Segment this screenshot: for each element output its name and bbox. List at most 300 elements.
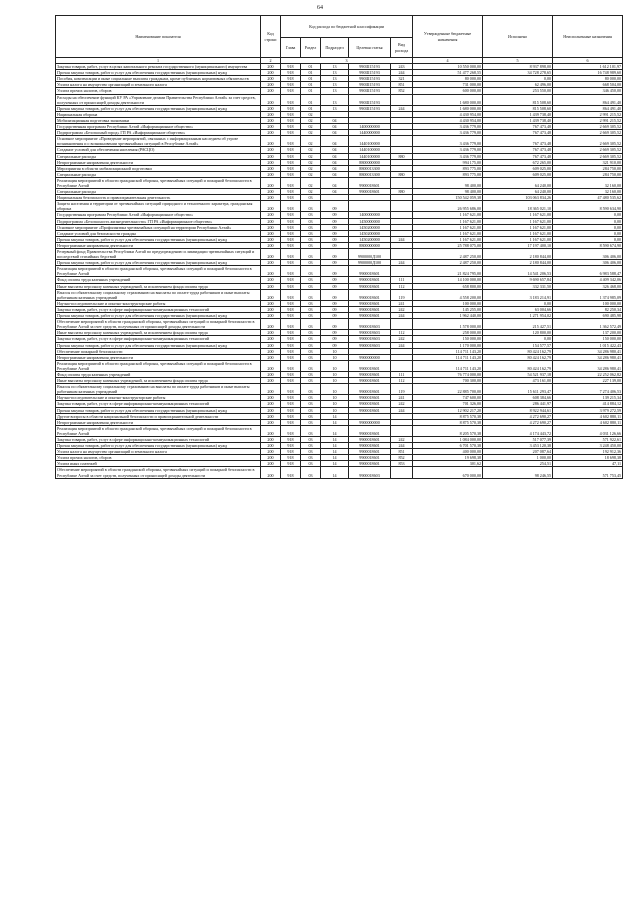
cell-unexecuted: 864 491,40	[553, 105, 623, 111]
cell-section: 03	[301, 348, 321, 354]
cell-subsection: 10	[321, 348, 349, 354]
cell-approved: 301,62	[413, 461, 483, 467]
cell-unexecuted: 321 910,00	[553, 159, 623, 165]
cell-executed: 767 473,48	[483, 130, 553, 136]
cell-chapter: 918	[281, 449, 301, 455]
cell-name: Научно-исследовательские и опытно-конструкторские работы	[56, 395, 261, 401]
cell-line-code: 200	[261, 111, 281, 117]
cell-unexecuted: 4 409 342,06	[553, 277, 623, 283]
cell-target-article: 9900018601	[349, 306, 391, 312]
cell-chapter: 918	[281, 136, 301, 147]
cell-unexecuted: 6 983 588,47	[553, 266, 623, 277]
cell-chapter: 918	[281, 242, 301, 248]
cell-target-article: 9900018601	[349, 401, 391, 407]
cell-expense-type: 851	[391, 449, 413, 455]
cell-name: Подпрограмма «Безопасность жизнедеятельности» ГП РА «Информационное общество»	[56, 218, 261, 224]
cell-line-code: 200	[261, 407, 281, 413]
cell-approved: 98 400,00	[413, 177, 483, 188]
cell-executed: 767 473,48	[483, 124, 553, 130]
cell-subsection: 10	[321, 354, 349, 360]
cell-subsection: 09	[321, 266, 349, 277]
table-row	[56, 319, 623, 330]
cell-target-article: 9900018601	[349, 384, 391, 395]
cell-chapter: 918	[281, 76, 301, 82]
cell-target-article: 9900018601	[349, 371, 391, 377]
cell-section: 01	[301, 88, 321, 94]
cell-expense-type	[391, 467, 413, 478]
cell-approved: 2 487 250,00	[413, 260, 483, 266]
cell-line-code: 200	[261, 218, 281, 224]
cell-section: 03	[301, 455, 321, 461]
cell-line-code: 200	[261, 419, 281, 425]
cell-subsection: 13	[321, 70, 349, 76]
cell-line-code: 200	[261, 413, 281, 419]
cell-unexecuted: 306 406,00	[553, 260, 623, 266]
cell-expense-type	[391, 425, 413, 436]
table-row	[56, 289, 623, 300]
cell-name: Иные выплаты персоналу казенных учреждений, за исключением фонда оплаты труда	[56, 378, 261, 384]
cell-subsection: 04	[321, 153, 349, 159]
cell-section: 03	[301, 224, 321, 230]
cell-chapter: 918	[281, 111, 301, 117]
cell-line-code: 200	[261, 236, 281, 242]
cell-chapter: 918	[281, 117, 301, 123]
cell-name: Закупка товаров, работ, услуг в целях капитального ремонта государственного (муниципального) имущества	[56, 64, 261, 70]
cell-approved: 100 000,00	[413, 300, 483, 306]
cell-subsection: 10	[321, 384, 349, 395]
cell-section: 03	[301, 467, 321, 478]
cell-subsection: 09	[321, 277, 349, 283]
cell-unexecuted: 150 000,00	[553, 336, 623, 342]
cell-approved: 1 167 621,00	[413, 236, 483, 242]
cell-subsection: 13	[321, 88, 349, 94]
cell-subsection: 09	[321, 201, 349, 212]
cell-unexecuted: 284 750,00	[553, 165, 623, 171]
cell-unexecuted: 47,11	[553, 461, 623, 467]
cell-name: Пособия, компенсации и иные социальные выплаты гражданам, кроме публичных нормативных обязательств	[56, 76, 261, 82]
cell-chapter: 918	[281, 201, 301, 212]
cell-subsection: 10	[321, 401, 349, 407]
header-name: Наименование показателя	[56, 16, 261, 58]
cell-name: Создание условий для безопасности граждан	[56, 230, 261, 236]
cell-unexecuted: 571 753,45	[553, 467, 623, 478]
cell-name: Закупка товаров, работ, услуг в сфере информационно-коммуникационных технологий	[56, 336, 261, 342]
cell-chapter: 918	[281, 283, 301, 289]
cell-section: 01	[301, 76, 321, 82]
cell-subsection: 10	[321, 371, 349, 377]
cell-executed: 473 161,00	[483, 378, 553, 384]
cell-name: Непрограммные направления деятельности	[56, 354, 261, 360]
cell-chapter: 918	[281, 153, 301, 159]
cell-executed: 609 025,00	[483, 171, 553, 177]
cell-approved: 1 084 000,00	[413, 437, 483, 443]
cell-section: 02	[301, 189, 321, 195]
cell-executed: 80 424 162,79	[483, 360, 553, 371]
cell-section: 03	[301, 437, 321, 443]
table-row	[56, 201, 623, 212]
cell-target-article: 9900018601	[349, 277, 391, 283]
cell-line-code: 200	[261, 467, 281, 478]
cell-unexecuted: 2 991 215,52	[553, 111, 623, 117]
cell-target-article: 1440000000	[349, 130, 391, 136]
cell-target-article: 9900018601	[349, 313, 391, 319]
cell-line-code: 200	[261, 449, 281, 455]
cell-name: Прочая закупка товаров, работ и услуг для обеспечения государственных (муниципальных) нужд	[56, 443, 261, 449]
cell-unexecuted: 306 406,00	[553, 249, 623, 260]
cell-executed: 207 087,64	[483, 449, 553, 455]
cell-expense-type: 880	[391, 189, 413, 195]
cell-unexecuted: 137 200,00	[553, 330, 623, 336]
cell-executed: 120 800,00	[483, 330, 553, 336]
cell-chapter: 918	[281, 437, 301, 443]
cell-expense-type: 111	[391, 371, 413, 377]
cell-section: 03	[301, 461, 321, 467]
cell-unexecuted: 2 669 305,52	[553, 130, 623, 136]
cell-executed: 286 441,97	[483, 401, 553, 407]
cell-unexecuted: 1 374 985,09	[553, 289, 623, 300]
cell-unexecuted: 0,00	[553, 212, 623, 218]
cell-executed: 17 197 400,10	[483, 242, 553, 248]
cell-chapter: 918	[281, 230, 301, 236]
cell-unexecuted: 18 698,38	[553, 455, 623, 461]
cell-name: Закупка товаров, работ, услуг в сфере информационно-коммуникационных технологий	[56, 437, 261, 443]
cell-expense-type	[391, 201, 413, 212]
cell-target-article: 9900018601	[349, 443, 391, 449]
cell-chapter: 918	[281, 443, 301, 449]
cell-target-article: 1450200000	[349, 236, 391, 242]
cell-approved: 1 680 000,00	[413, 94, 483, 105]
cell-chapter: 918	[281, 300, 301, 306]
cell-executed: 63 004,66	[483, 306, 553, 312]
cell-unexecuted: 2 669 305,52	[553, 136, 623, 147]
cell-target-article: 8800013300	[349, 165, 391, 171]
cell-target-article: 9900018601	[349, 425, 391, 436]
table-row	[56, 177, 623, 188]
cell-expense-type: 244	[391, 407, 413, 413]
cell-unexecuted: 1 015 422,43	[553, 342, 623, 348]
cell-line-code: 200	[261, 306, 281, 312]
cell-unexecuted: 864 491,40	[553, 94, 623, 105]
cell-line-code: 200	[261, 76, 281, 82]
cell-target-article: 9900018601	[349, 360, 391, 371]
cell-section: 03	[301, 336, 321, 342]
cell-subsection: 09	[321, 306, 349, 312]
cell-approved: 21 824 795,00	[413, 266, 483, 277]
cell-line-code: 200	[261, 371, 281, 377]
cell-chapter: 918	[281, 189, 301, 195]
cell-line-code: 200	[261, 105, 281, 111]
cell-approved: 1 170 000,00	[413, 342, 483, 348]
cell-section: 03	[301, 360, 321, 371]
cell-target-article: 9900018601	[349, 395, 391, 401]
cell-target-article: 8800000000	[349, 159, 391, 165]
cell-approved: 4 430 954,00	[413, 117, 483, 123]
cell-expense-type	[391, 249, 413, 260]
cell-section: 03	[301, 277, 321, 283]
cell-line-code: 200	[261, 395, 281, 401]
cell-section: 03	[301, 242, 321, 248]
cell-executed: 1 439 738,40	[483, 117, 553, 123]
cell-approved: 1 167 621,00	[413, 212, 483, 218]
cell-expense-type: 244	[391, 105, 413, 111]
cell-line-code: 200	[261, 159, 281, 165]
cell-approved: 1 167 621,00	[413, 224, 483, 230]
cell-name: Научно-исследовательские и опытно-конструкторские работы	[56, 300, 261, 306]
cell-expense-type	[391, 360, 413, 371]
cell-expense-type	[391, 136, 413, 147]
table-row	[56, 94, 623, 105]
cell-unexecuted: 0,00	[553, 218, 623, 224]
cell-name: Обеспечение пожарной безопасности	[56, 348, 261, 354]
cell-approved: 8 205 570,38	[413, 425, 483, 436]
cell-line-code: 200	[261, 165, 281, 171]
cell-expense-type	[391, 266, 413, 277]
cell-executed: 815 508,60	[483, 94, 553, 105]
cell-name: Непрограммные направления деятельности	[56, 419, 261, 425]
cell-section: 03	[301, 236, 321, 242]
cell-approved: 1 167 621,00	[413, 230, 483, 236]
cell-unexecuted: 346 450,00	[553, 88, 623, 94]
cell-approved: 114 711 143,20	[413, 360, 483, 371]
cell-unexecuted: 2 991 215,52	[553, 117, 623, 123]
cell-chapter: 918	[281, 218, 301, 224]
cell-subsection: 13	[321, 64, 349, 70]
cell-subsection: 13	[321, 82, 349, 88]
cell-subsection: 14	[321, 449, 349, 455]
cell-section: 01	[301, 105, 321, 111]
cell-name: Прочая закупка товаров, работ и услуг для обеспечения государственных (муниципальных) нужд	[56, 105, 261, 111]
cell-unexecuted: 192 912,36	[553, 449, 623, 455]
cell-approved: 2 487 250,00	[413, 249, 483, 260]
cell-expense-type: 242	[391, 336, 413, 342]
cell-line-code: 200	[261, 153, 281, 159]
cell-chapter: 918	[281, 236, 301, 242]
cell-approved: 3 436 779,00	[413, 136, 483, 147]
cell-approved: 701 326,00	[413, 401, 483, 407]
cell-chapter: 918	[281, 266, 301, 277]
cell-executed: 80 424 162,79	[483, 354, 553, 360]
cell-approved: 400 000,00	[413, 449, 483, 455]
cell-chapter: 918	[281, 64, 301, 70]
cell-section: 02	[301, 177, 321, 188]
cell-line-code: 200	[261, 437, 281, 443]
cell-expense-type: 242	[391, 401, 413, 407]
cell-line-code: 200	[261, 277, 281, 283]
cell-subsection: 09	[321, 283, 349, 289]
cell-subsection: 14	[321, 425, 349, 436]
cell-target-article: 990Ш15193	[349, 70, 391, 76]
cell-name: Государственная программа Республики Алтай «Информационное общество»	[56, 212, 261, 218]
cell-target-article: 9900000000	[349, 354, 391, 360]
cell-line-code: 200	[261, 124, 281, 130]
cell-chapter: 918	[281, 82, 301, 88]
cell-section: 03	[301, 413, 321, 419]
cell-approved: 700 300,00	[413, 378, 483, 384]
cell-section: 03	[301, 195, 321, 201]
cell-executed: 154 577,57	[483, 342, 553, 348]
cell-unexecuted: 8 590 634,90	[553, 201, 623, 212]
header-unexecuted: Неисполненные назначения	[553, 16, 623, 58]
cell-approved: 1 962 440,00	[413, 313, 483, 319]
cell-approved: 80 000,00	[413, 76, 483, 82]
cell-name: Основное мероприятие «Проведение мероприятий, связанных с информационным наследием об угрозе возникновения и о возникновении чрезвычайных ситуаций в Республике Алтай»	[56, 136, 261, 147]
cell-line-code: 200	[261, 319, 281, 330]
cell-section: 03	[301, 384, 321, 395]
cell-name: Иные выплаты персоналу казенных учреждений, за исключением фонда оплаты труда	[56, 330, 261, 336]
cell-approved: 114 711 143,20	[413, 348, 483, 354]
header-expense-type: Вид расхода	[391, 38, 413, 58]
cell-subsection: 04	[321, 130, 349, 136]
cell-target-article: 8800000000	[349, 242, 391, 248]
cell-section: 03	[301, 283, 321, 289]
cell-unexecuted: 0,00	[553, 230, 623, 236]
cell-approved: 893 775,00	[413, 165, 483, 171]
cell-target-article: 1400000000	[349, 212, 391, 218]
cell-section: 03	[301, 218, 321, 224]
cell-line-code: 200	[261, 348, 281, 354]
cell-name: Расходы на обеспечение функций КУ РА «Управление делами Правительства Республики Алтай» за счет средств, полученных от приносящей доходы деятельности	[56, 94, 261, 105]
cell-target-article: 990Ш15193	[349, 105, 391, 111]
cell-subsection: 14	[321, 413, 349, 419]
cell-target-article: 9900018601	[349, 266, 391, 277]
cell-subsection: 10	[321, 395, 349, 401]
cell-approved: 14 100 000,00	[413, 277, 483, 283]
cell-executed: 1 167 621,00	[483, 230, 553, 236]
cell-target-article: 9900018603	[349, 342, 391, 348]
cell-executed: 9 690 657,84	[483, 277, 553, 283]
cell-line-code: 200	[261, 266, 281, 277]
header-subsection: Подраздел	[321, 38, 349, 58]
cell-approved: 731 000,00	[413, 82, 483, 88]
cell-executed: 215 427,51	[483, 319, 553, 330]
cell-name: Государственная программа Республики Алтай «Информационное общество»	[56, 124, 261, 130]
cell-executed: 18 365 021,10	[483, 201, 553, 212]
cell-executed: 1 271 954,02	[483, 313, 553, 319]
cell-executed: 1 167 621,00	[483, 224, 553, 230]
cell-expense-type: 244	[391, 236, 413, 242]
cell-expense-type: 241	[391, 395, 413, 401]
cell-subsection: 09	[321, 289, 349, 300]
cell-chapter: 918	[281, 419, 301, 425]
column-number: 4	[413, 58, 483, 64]
cell-section: 02	[301, 136, 321, 147]
cell-approved: 747 600,00	[413, 395, 483, 401]
cell-expense-type: 853	[391, 461, 413, 467]
cell-subsection: 04	[321, 124, 349, 130]
cell-executed: 4 174 443,72	[483, 425, 553, 436]
cell-subsection: 14	[321, 437, 349, 443]
cell-expense-type: 244	[391, 443, 413, 449]
cell-target-article: 9900018603	[349, 330, 391, 336]
cell-subsection: 09	[321, 342, 349, 348]
cell-executed: 1 167 621,00	[483, 218, 553, 224]
cell-subsection: 09	[321, 313, 349, 319]
cell-subsection: 04	[321, 189, 349, 195]
cell-expense-type: 321	[391, 76, 413, 82]
cell-name: Непрограммные направления деятельности	[56, 242, 261, 248]
cell-unexecuted: 326 468,00	[553, 283, 623, 289]
cell-unexecuted: 47 480 535,62	[553, 195, 623, 201]
cell-chapter: 918	[281, 354, 301, 360]
cell-unexecuted: 4 031 126,66	[553, 425, 623, 436]
cell-unexecuted: 2 669 305,52	[553, 124, 623, 130]
cell-name: Мероприятия в области мобилизационной подготовки	[56, 165, 261, 171]
cell-subsection: 04	[321, 147, 349, 153]
cell-unexecuted: 22 252 062,82	[553, 371, 623, 377]
cell-expense-type: 112	[391, 330, 413, 336]
cell-unexecuted: 0,00	[553, 236, 623, 242]
cell-target-article: 1400000000	[349, 124, 391, 130]
cell-approved: 114 711 143,20	[413, 354, 483, 360]
cell-subsection: 09	[321, 336, 349, 342]
cell-subsection: 09	[321, 218, 349, 224]
cell-executed: 4 272 690,27	[483, 419, 553, 425]
cell-target-article: 9900000Д100	[349, 249, 391, 260]
cell-expense-type: 111	[391, 277, 413, 283]
cell-executed: 98 246,55	[483, 467, 553, 478]
cell-approved: 600 000,00	[413, 88, 483, 94]
cell-chapter: 918	[281, 378, 301, 384]
cell-subsection: 09	[321, 330, 349, 336]
cell-executed: 54 521 937,18	[483, 371, 553, 377]
cell-executed: 767 473,48	[483, 153, 553, 159]
cell-chapter: 918	[281, 260, 301, 266]
cell-expense-type	[391, 177, 413, 188]
cell-target-article: 9900018601	[349, 449, 391, 455]
cell-chapter: 918	[281, 306, 301, 312]
cell-name: Иные выплаты персоналу казенных учреждений, за исключением фонда оплаты труда	[56, 283, 261, 289]
cell-executed: 767 473,48	[483, 147, 553, 153]
cell-line-code: 200	[261, 64, 281, 70]
cell-target-article: 9900000Д100	[349, 260, 391, 266]
cell-name: Мобилизационная подготовка экономики	[56, 117, 261, 123]
cell-section: 02	[301, 124, 321, 130]
cell-target-article: 9900018601	[349, 437, 391, 443]
table-row	[56, 384, 623, 395]
cell-chapter: 918	[281, 313, 301, 319]
cell-target-article: 1440100000	[349, 136, 391, 147]
cell-name: Закупка товаров, работ, услуг в сфере информационно-коммуникационных технологий	[56, 401, 261, 407]
cell-line-code: 200	[261, 384, 281, 395]
cell-name: Уплата прочих налогов, сборов	[56, 88, 261, 94]
cell-target-article: 1440100000	[349, 147, 391, 153]
cell-chapter: 918	[281, 165, 301, 171]
cell-section: 01	[301, 94, 321, 105]
cell-target-article: 9900018603	[349, 336, 391, 342]
cell-name: Другие вопросы в области национальной безопасности и правоохранительной деятельности	[56, 413, 261, 419]
cell-section: 02	[301, 159, 321, 165]
cell-unexecuted: 32 160,00	[553, 189, 623, 195]
cell-section: 02	[301, 130, 321, 136]
cell-section: 03	[301, 419, 321, 425]
cell-line-code: 200	[261, 136, 281, 147]
cell-chapter: 918	[281, 348, 301, 354]
cell-chapter: 918	[281, 277, 301, 283]
cell-approved: 145 255,00	[413, 306, 483, 312]
cell-chapter: 918	[281, 413, 301, 419]
cell-target-article: 9900018601	[349, 289, 391, 300]
cell-executed: 1 439 738,40	[483, 111, 553, 117]
cell-approved: 1 578 000,00	[413, 319, 483, 330]
cell-chapter: 918	[281, 212, 301, 218]
cell-section: 03	[301, 266, 321, 277]
cell-name: Обеспечение мероприятий в области гражданской обороны, чрезвычайных ситуаций и пожарной безопасности в Республике Алтай за счет средств, полученных от приносящей доходы деятельности	[56, 319, 261, 330]
cell-target-article: 9900018603	[349, 467, 391, 478]
cell-expense-type: 880	[391, 171, 413, 177]
cell-section: 03	[301, 395, 321, 401]
cell-target-article: 990Ш15193	[349, 88, 391, 94]
cell-name: Специальные расходы	[56, 171, 261, 177]
